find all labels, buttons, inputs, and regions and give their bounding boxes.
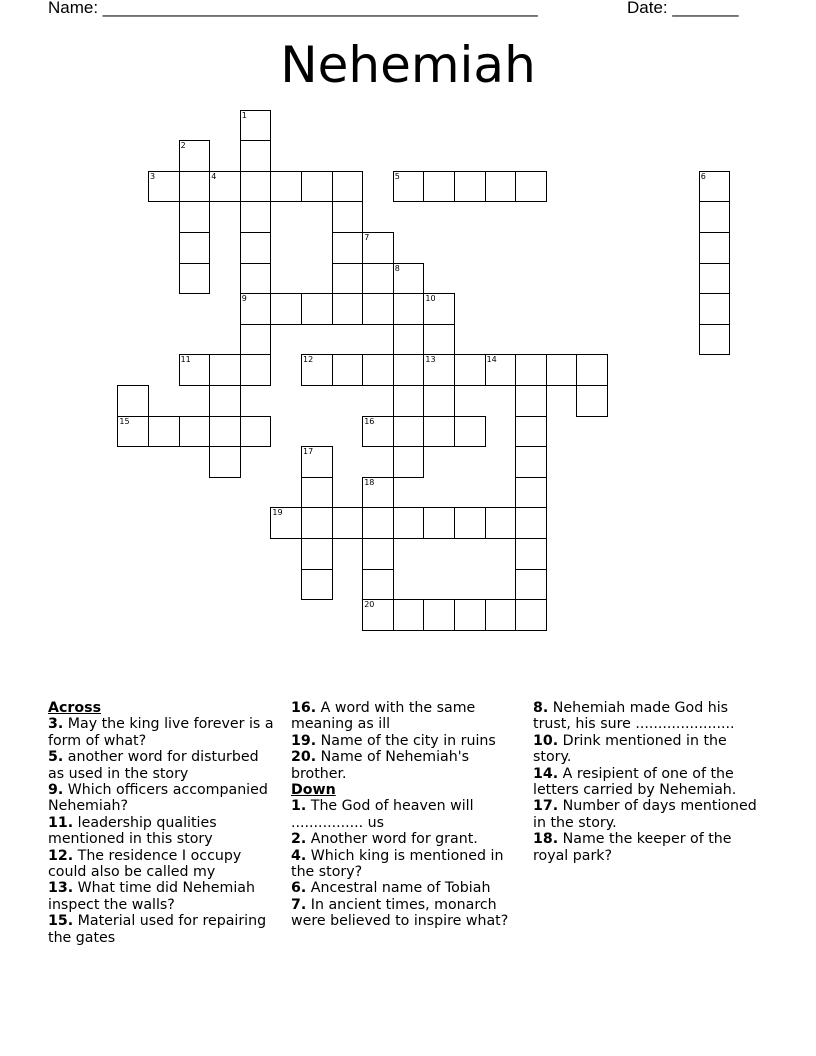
grid-cell[interactable]	[117, 416, 149, 448]
clue-item-text: May the king live forever is a form of what?	[48, 716, 274, 749]
grid-cell[interactable]	[148, 171, 180, 203]
grid-cell[interactable]	[301, 507, 333, 539]
clue-number: 1	[241, 110, 247, 120]
grid-cell[interactable]	[240, 324, 272, 356]
grid-cell[interactable]	[240, 354, 272, 386]
clue-number: 5	[394, 171, 400, 181]
clue-item-number: 11.	[48, 814, 74, 831]
grid-cell[interactable]	[393, 446, 425, 478]
clue-item-number: 16.	[291, 700, 317, 716]
clue-item-number: 17.	[533, 798, 559, 815]
grid-cell[interactable]	[485, 599, 517, 631]
clues-column-3	[533, 700, 765, 864]
grid-cell[interactable]	[423, 354, 455, 386]
grid-cell[interactable]	[179, 171, 211, 203]
grid-cell[interactable]	[423, 507, 455, 539]
grid-cell[interactable]	[515, 477, 547, 509]
clue-number: 17	[303, 447, 314, 457]
grid-cell[interactable]	[301, 171, 333, 203]
grid-cell[interactable]	[270, 171, 302, 203]
grid-cell[interactable]	[332, 354, 364, 386]
clue-item-number: 6.	[291, 880, 307, 897]
grid-cell[interactable]	[209, 446, 241, 478]
clue-item-text: Name of the city in ruins	[316, 732, 496, 749]
grid-cell[interactable]	[423, 599, 455, 631]
grid-cell[interactable]	[515, 385, 547, 417]
clue-item-number: 5.	[48, 749, 64, 766]
clue-number: 3	[150, 171, 156, 181]
clue-item-number: 13.	[48, 880, 74, 897]
name-field[interactable]: Name: ______________________________________________	[48, 0, 538, 17]
grid-cell[interactable]	[454, 354, 486, 386]
grid-cell[interactable]	[270, 293, 302, 325]
grid-cell[interactable]	[117, 385, 149, 417]
grid-cell[interactable]	[393, 293, 425, 325]
clue-item-text: Number of days mentioned in the story.	[533, 798, 757, 831]
grid-cell[interactable]	[332, 171, 364, 203]
down-clue-list	[291, 798, 521, 929]
grid-cell[interactable]	[699, 201, 731, 233]
clue-item	[291, 798, 521, 831]
clue-number: 2	[180, 141, 186, 151]
clue-item	[291, 831, 521, 847]
clue-item-text: Drink mentioned in the story.	[533, 732, 727, 766]
grid-cell[interactable]	[240, 293, 272, 325]
grid-cell[interactable]	[362, 263, 394, 295]
clue-item	[48, 880, 276, 913]
clue-item-number: 14.	[533, 765, 559, 782]
grid-cell[interactable]	[546, 354, 578, 386]
grid-cell[interactable]	[423, 416, 455, 448]
clue-item	[291, 897, 521, 930]
clues-column-1	[48, 700, 276, 946]
grid-cell[interactable]	[332, 263, 364, 295]
clue-item-text: Name of Nehemiah's brother.	[291, 749, 470, 782]
grid-cell[interactable]	[332, 201, 364, 233]
clue-item	[48, 716, 276, 749]
clue-item-number: 19.	[291, 732, 317, 749]
grid-cell[interactable]	[515, 569, 547, 601]
clues-column-2	[291, 700, 521, 930]
clue-item-text: leadership qualities mentioned in this story	[48, 814, 217, 848]
grid-cell[interactable]	[301, 477, 333, 509]
grid-cell[interactable]	[423, 293, 455, 325]
grid-cell[interactable]	[179, 201, 211, 233]
clue-item-text: Nehemiah made God his trust, his sure ......................	[533, 700, 735, 733]
clue-number: 18	[364, 477, 375, 487]
clue-item	[533, 831, 765, 864]
clue-item	[533, 700, 765, 733]
grid-cell[interactable]	[362, 416, 394, 448]
clue-item-number: 3.	[48, 716, 64, 733]
grid-cell[interactable]	[301, 569, 333, 601]
grid-cell[interactable]	[454, 171, 486, 203]
grid-cell[interactable]	[515, 538, 547, 570]
grid-cell[interactable]	[485, 171, 517, 203]
clue-item-text: A resipient of one of the letters carried by Nehemiah.	[533, 765, 737, 799]
clue-item-number: 4.	[291, 847, 307, 864]
grid-cell[interactable]	[454, 507, 486, 539]
clue-item	[48, 782, 276, 815]
clue-number: 13	[425, 355, 436, 365]
clue-item-text: Which king is mentioned in the story?	[291, 847, 504, 881]
grid-cell[interactable]	[209, 385, 241, 417]
grid-cell[interactable]	[332, 293, 364, 325]
clue-item	[48, 913, 276, 946]
clue-item-text: another word for disturbed as used in the story	[48, 749, 259, 782]
grid-cell[interactable]	[515, 446, 547, 478]
grid-cell[interactable]	[179, 263, 211, 295]
clue-item	[291, 700, 521, 733]
grid-cell[interactable]	[485, 354, 517, 386]
clue-item-number: 15.	[48, 913, 74, 930]
grid-cell[interactable]	[699, 293, 731, 325]
clue-item-text: A word with the same meaning as ill	[291, 700, 476, 733]
grid-cell[interactable]	[393, 599, 425, 631]
grid-cell[interactable]	[362, 569, 394, 601]
clue-item-number: 10.	[533, 732, 559, 749]
grid-cell[interactable]	[515, 599, 547, 631]
clue-item-number: 8.	[533, 700, 549, 716]
clue-item-text: In ancient times, monarch were believed to inspire what?	[291, 896, 509, 930]
grid-cell[interactable]	[362, 354, 394, 386]
grid-cell[interactable]	[179, 416, 211, 448]
clue-item	[533, 798, 765, 831]
clue-number: 12	[303, 355, 314, 365]
grid-cell[interactable]	[148, 416, 180, 448]
grid-cell[interactable]	[454, 416, 486, 448]
grid-cell[interactable]	[362, 232, 394, 264]
clue-number: 14	[486, 355, 497, 365]
grid-cell[interactable]	[393, 416, 425, 448]
grid-cell[interactable]	[515, 354, 547, 386]
grid-cell[interactable]	[699, 232, 731, 264]
clue-item-number: 18.	[533, 831, 559, 848]
across-clue-list-continued	[291, 700, 521, 782]
clue-item-number: 7.	[291, 896, 307, 913]
grid-cell[interactable]	[362, 293, 394, 325]
down-heading: Down	[291, 782, 336, 799]
clue-item-text: Material used for repairing the gates	[48, 913, 267, 946]
clue-item-number: 12.	[48, 847, 74, 864]
grid-cell[interactable]	[699, 263, 731, 295]
grid-cell[interactable]	[301, 293, 333, 325]
grid-cell[interactable]	[240, 263, 272, 295]
clue-number: 15	[119, 416, 130, 426]
grid-cell[interactable]	[209, 416, 241, 448]
clue-item-text: The God of heaven will ................ us	[291, 798, 474, 831]
clue-number: 16	[364, 416, 375, 426]
grid-cell[interactable]	[179, 232, 211, 264]
grid-cell[interactable]	[301, 354, 333, 386]
grid-cell[interactable]	[362, 599, 394, 631]
clue-item-number: 9.	[48, 782, 64, 799]
across-heading: Across	[48, 700, 102, 716]
clue-item-text: Ancestral name of Tobiah	[306, 880, 491, 897]
grid-cell[interactable]	[515, 171, 547, 203]
grid-cell[interactable]	[576, 354, 608, 386]
grid-cell[interactable]	[240, 416, 272, 448]
clue-item-number: 1.	[291, 798, 307, 815]
clue-item	[48, 749, 276, 782]
clue-item	[291, 733, 521, 749]
grid-cell[interactable]	[240, 201, 272, 233]
grid-cell[interactable]	[209, 354, 241, 386]
grid-cell[interactable]	[362, 477, 394, 509]
clue-item-text: Which officers accompanied Nehemiah?	[48, 782, 268, 815]
grid-cell[interactable]	[240, 232, 272, 264]
across-clue-list	[48, 716, 276, 946]
grid-cell[interactable]	[209, 171, 241, 203]
clue-item	[48, 815, 276, 848]
grid-cell[interactable]	[332, 507, 364, 539]
clue-number: 7	[364, 233, 370, 242]
grid-cell[interactable]	[423, 324, 455, 356]
grid-cell[interactable]	[423, 171, 455, 203]
grid-cell[interactable]	[393, 324, 425, 356]
grid-cell[interactable]	[301, 446, 333, 478]
grid-cell[interactable]	[362, 507, 394, 539]
grid-cell[interactable]	[393, 263, 425, 295]
clue-number: 8	[394, 263, 400, 273]
grid-cell[interactable]	[301, 538, 333, 570]
down-clue-list-continued	[533, 700, 765, 864]
grid-cell[interactable]	[240, 171, 272, 203]
date-field[interactable]: Date: _______	[627, 0, 739, 17]
grid-cell[interactable]	[393, 507, 425, 539]
clue-item	[291, 880, 521, 896]
clue-item	[533, 733, 765, 766]
clue-number: 6	[700, 171, 706, 181]
grid-cell[interactable]	[576, 385, 608, 417]
grid-cell[interactable]	[332, 232, 364, 264]
clue-item	[291, 749, 521, 782]
clue-item	[533, 766, 765, 799]
grid-cell[interactable]	[699, 324, 731, 356]
clue-item-text: Name the keeper of the royal park?	[533, 831, 732, 864]
clue-item-number: 20.	[291, 749, 317, 766]
grid-cell[interactable]	[515, 507, 547, 539]
clue-number: 4	[211, 171, 217, 181]
grid-cell[interactable]	[393, 171, 425, 203]
clue-item-text: What time did Nehemiah inspect the walls?	[48, 880, 255, 913]
clue-item-text: The residence I occupy could also be called my	[48, 847, 242, 881]
clue-item-text: Another word for grant.	[306, 831, 478, 848]
clue-item-number: 2.	[291, 831, 307, 848]
grid-cell[interactable]	[240, 140, 272, 172]
grid-cell[interactable]	[485, 507, 517, 539]
grid-cell[interactable]	[179, 354, 211, 386]
grid-cell[interactable]	[423, 385, 455, 417]
grid-cell[interactable]	[240, 110, 272, 142]
clue-item	[291, 848, 521, 881]
clue-number: 11	[180, 355, 191, 365]
grid-cell[interactable]	[179, 140, 211, 172]
grid-cell[interactable]	[454, 599, 486, 631]
grid-cell[interactable]	[362, 538, 394, 570]
grid-cell[interactable]	[515, 416, 547, 448]
clue-number: 10	[425, 294, 436, 304]
clue-number: 20	[364, 600, 375, 610]
page-title: Nehemiah	[280, 36, 536, 94]
grid-cell[interactable]	[393, 385, 425, 417]
grid-cell[interactable]	[393, 354, 425, 386]
clue-number: 9	[241, 294, 247, 304]
clue-item	[48, 848, 276, 881]
clue-number: 19	[272, 508, 283, 518]
grid-cell[interactable]	[699, 171, 731, 203]
grid-cell[interactable]	[270, 507, 302, 539]
